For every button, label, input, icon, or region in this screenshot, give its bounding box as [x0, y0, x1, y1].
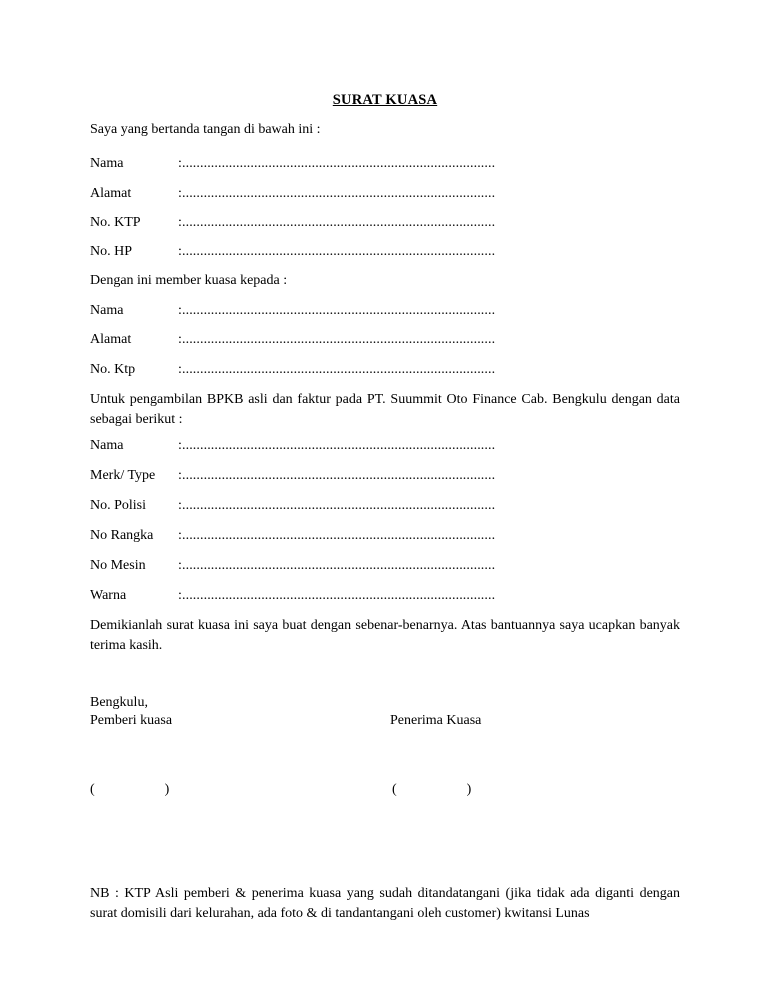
grantor-field-ktp	[90, 214, 680, 232]
field-blank: :.......................................................................................	[178, 244, 496, 259]
field-blank: :.......................................................................................	[178, 468, 496, 483]
field-label: No. KTP	[90, 215, 141, 230]
grantor-label: Pemberi kuasa	[90, 713, 173, 728]
vehicle-field-mesin	[90, 557, 680, 575]
grantor-field-alamat	[90, 185, 680, 203]
field-blank: :.......................................................................................	[178, 528, 496, 543]
grantor-signature-line: ( )	[90, 782, 170, 797]
field-label: Nama	[90, 156, 124, 171]
vehicle-field-warna	[90, 587, 680, 605]
field-label: Nama	[90, 303, 124, 318]
field-label: No Mesin	[90, 558, 146, 573]
closing-paragraph: Demikianlah surat kuasa ini saya buat dengan sebenar-benarnya. Atas bantuannya saya ucapkan banyak terima kasih.	[90, 618, 680, 653]
field-blank: :.......................................................................................	[178, 186, 496, 201]
field-label: Nama	[90, 438, 124, 453]
note-paragraph: NB : KTP Asli pemberi & penerima kuasa yang sudah ditandatangani (jika tidak ada diganti dengan surat domisili dari kelurahan, ada foto & di tandantangani oleh customer) kwitansi Lunas	[90, 886, 680, 921]
field-blank: :.......................................................................................	[178, 588, 496, 603]
field-blank: :.......................................................................................	[178, 332, 496, 347]
purpose-paragraph: Untuk pengambilan BPKB asli dan faktur pada PT. Suummit Oto Finance Cab. Bengkulu dengan data sebagai berikut :	[90, 392, 680, 427]
intro-text: Saya yang bertanda tangan di bawah ini :	[90, 122, 321, 137]
vehicle-field-rangka	[90, 527, 680, 545]
field-blank: :.......................................................................................	[178, 303, 496, 318]
field-label: Alamat	[90, 332, 132, 347]
field-blank: :.......................................................................................	[178, 362, 496, 377]
field-label: No. Ktp	[90, 362, 136, 377]
field-label: No. Polisi	[90, 498, 147, 513]
vehicle-field-polisi	[90, 497, 680, 515]
grantee-signature-line: ( )	[392, 782, 472, 797]
grantee-field-alamat	[90, 331, 680, 349]
vehicle-field-nama	[90, 437, 680, 455]
field-label: Alamat	[90, 186, 132, 201]
field-label: No. HP	[90, 244, 133, 259]
field-label: Warna	[90, 588, 127, 603]
grantee-field-nama	[90, 302, 680, 320]
field-label: Merk/ Type	[90, 468, 156, 483]
vehicle-field-merk	[90, 467, 680, 485]
document-page	[90, 0, 680, 994]
grantor-field-nama	[90, 155, 680, 173]
grantor-field-hp	[90, 243, 680, 261]
grantee-intro-text: Dengan ini member kuasa kepada :	[90, 273, 288, 288]
field-blank: :.......................................................................................	[178, 498, 496, 513]
place-text: Bengkulu,	[90, 695, 148, 710]
field-blank: :.......................................................................................	[178, 215, 496, 230]
field-label: No Rangka	[90, 528, 154, 543]
field-blank: :.......................................................................................	[178, 156, 496, 171]
field-blank: :.......................................................................................	[178, 558, 496, 573]
grantee-field-ktp	[90, 361, 680, 379]
document-title: SURAT KUASA	[332, 92, 438, 108]
grantee-label: Penerima Kuasa	[390, 713, 482, 728]
field-blank: :.......................................................................................	[178, 438, 496, 453]
